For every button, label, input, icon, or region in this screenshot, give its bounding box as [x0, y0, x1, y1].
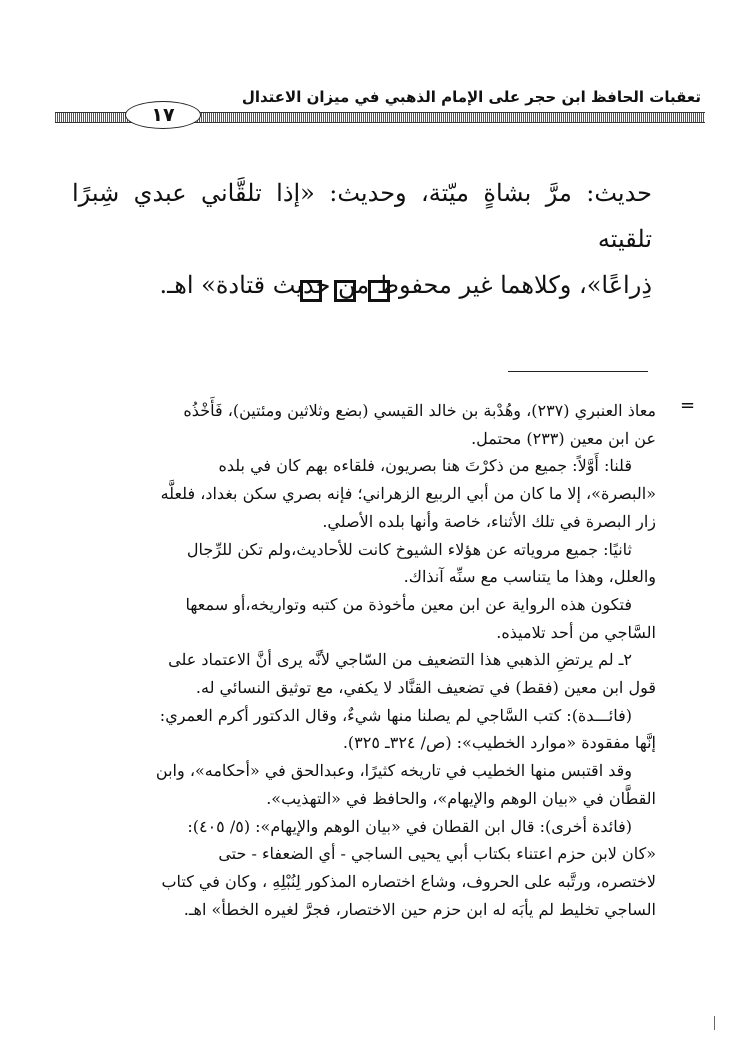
section-separator: [300, 280, 390, 304]
footnote-line: قول ابن معين (فقط) في تضعيف القنَّاد لا يكفي، مع توثيق النسائي له.: [195, 678, 656, 698]
footnote-line: (فائـــدة): كتب السَّاجي لم يصلنا منها شيءٌ، وقال الدكتور أكرم العمري:: [159, 705, 632, 725]
footnote-line: «البصرة»، إلا ما كان من أبي الربيع الزهراني؛ فإنه بصري سكن بغداد، فلعلَّه: [160, 484, 656, 504]
footnote-line: «كان لابن حزم اعتناء بكتاب أبي يحيى الساجي - أي الضعفاء - حتى: [218, 844, 656, 864]
main-line: حديث: مرَّ بشاةٍ ميّتة، وحديث: «إذا تلقَّاني عبدي شِبرًا تلقيته: [72, 179, 652, 253]
footnote-line: وقد اقتبس منها الخطيب في تاريخه كثيرًا، وعبدالحق في «أحكامه»، وابن: [155, 761, 632, 781]
footnote-line: والعلل، وهذا ما يتناسب مع سنِّه آنذاك.: [403, 567, 656, 587]
page-number: ١٧: [125, 101, 201, 129]
scan-edge-mark: [714, 1016, 715, 1030]
separator-square-icon: [334, 280, 356, 302]
main-line: ذِراعًا»، وكلاهما غير محفوظ من حديث قتادة» اهـ.: [159, 271, 652, 299]
running-header: [55, 82, 705, 130]
footnote-line: عن ابن معين (٢٣٣) محتمل.: [471, 428, 656, 448]
footnote-rule: [508, 371, 648, 372]
footnote-line: السَّاجي من أحد تلاميذه.: [496, 622, 656, 642]
footnote-line: ٢ـ لم يرتضِ الذهبي هذا التضعيف من السّاجي لأنَّه يرى أنَّ الاعتماد على: [168, 650, 632, 670]
footnote-line: الساجي تخليط لم يأبَه له ابن حزم حين الاختصار، فجرَّ لغيره الخطأ» اهـ.: [183, 899, 656, 919]
footnote-line: ثانيًا: جميع مروياته عن هؤلاء الشيوخ كانت للأحاديث،ولم تكن للرِّجال: [186, 539, 632, 559]
footnotes: [48, 397, 656, 923]
footnote-line: لاختصره، ورتَّبه على الحروف، وشاع اختصاره المذكور لِنُبْلِهِ ، وكان في كتاب: [161, 871, 656, 891]
footnote-line: قلنا: أَوَّلاً: جميع من ذكرْتَ هنا بصريون، فلقاءه بهم كان في بلده: [218, 456, 632, 476]
footnote-line: إنَّها مفقودة «موارد الخطيب»: (ص/ ٣٢٤ـ ٣٢٥).: [342, 733, 656, 753]
footnote-line: (فائدة أخرى): قال ابن القطان في «بيان الوهم والإيهام»: (٥/ ٤٠٥):: [187, 816, 632, 836]
header-title: تعقبات الحافظ ابن حجر على الإمام الذهبي في ميزان الاعتدال: [241, 88, 701, 106]
footnote-line: زار البصرة في تلك الأثناء، خاصة وأنها بلده الأصلي.: [322, 511, 656, 531]
footnote-continuation-marker: =: [680, 395, 696, 416]
separator-square-icon: [368, 280, 390, 302]
footnote-line: فتكون هذه الرواية عن ابن معين مأخوذة من كتبه وتواريخه،أو سمعها: [185, 594, 632, 614]
separator-square-icon: [300, 280, 322, 302]
footnote-line: القطَّان في «بيان الوهم والإيهام»، والحافظ في «التهذيب».: [266, 788, 656, 808]
footnote-line: معاذ العنبري (٢٣٧)، وهُدْبة بن خالد القيسي (بضع وثلاثين ومئتين)، فَأَخْذُه: [183, 401, 656, 420]
